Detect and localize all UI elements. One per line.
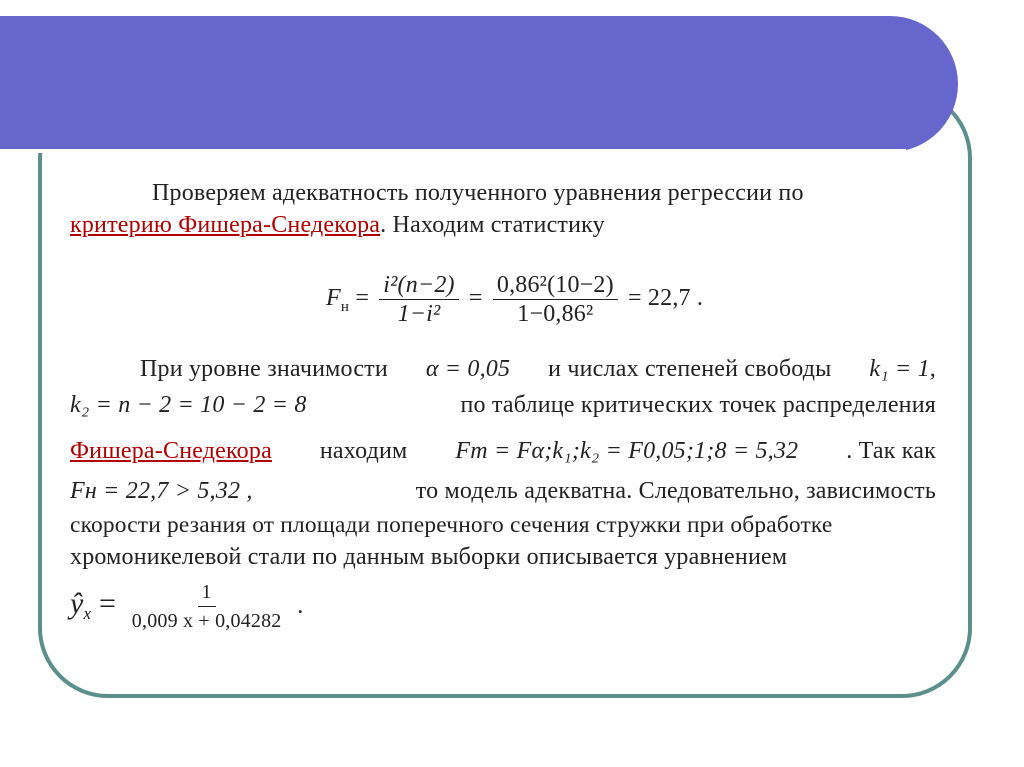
paragraph1-line2-text: . Находим статистику (380, 212, 605, 238)
fraction1-denominator: 1−i² (397, 300, 441, 327)
paragraph2-line2 (70, 388, 936, 422)
paragraph1-line1 (70, 176, 936, 210)
formula1-lhs: F (326, 285, 341, 311)
paragraph2-line6 (70, 540, 936, 574)
alpha-value: α = 0,05 (425, 356, 511, 382)
p2-l4-text: то модель адекватна. Следовательно, зависимость (415, 478, 936, 504)
fisher-distribution-link[interactable]: Фишера-Снедекора (70, 438, 272, 464)
p2-l1-text: При уровне значимости (140, 356, 388, 382)
formula2-denominator: 0,009 x + 0,04282 (131, 609, 282, 632)
p2-l5-text: скорости резания от площади поперечного сечения стружки при обработке (70, 512, 833, 538)
paragraph2-line1 (70, 352, 936, 386)
p2-l3-find: находим (319, 438, 408, 464)
regression-equation (70, 574, 303, 634)
paragraph1-line2 (70, 208, 605, 242)
formula1-lhs-sub: н (340, 299, 350, 315)
paragraph2-line3 (70, 434, 936, 468)
formula2-eq: = (98, 587, 117, 620)
formula1-fraction1 (379, 273, 458, 326)
formula2-lhs: ŷ (70, 587, 84, 620)
fraction2-numerator: 0,86²(10−2) (493, 273, 618, 300)
fisher-criterion-link[interactable]: критерию Фишера-Снедекора (70, 212, 381, 238)
formula2-numerator: 1 (198, 580, 216, 607)
formula2-fraction (128, 580, 286, 633)
comparison-formula: Fн = 22,7 > 5,32 , (70, 478, 253, 504)
paragraph1-text: Проверяем адекватность полученного уравнения регрессии по (152, 180, 804, 206)
k1-value: k₁ = 1, (869, 356, 936, 382)
title-banner (0, 16, 958, 152)
p2-l6-text: хромоникелевой стали по данным выборки описывается уравнением (70, 544, 788, 570)
formula1-fraction2 (493, 273, 618, 326)
p2-l3-end: . Так как (846, 438, 936, 464)
p2-l2-text: по таблице критических точек распределения (460, 392, 936, 418)
formula1-eq2: = (468, 285, 483, 311)
fraction2-denominator: 1−0,86² (517, 300, 594, 327)
formula2-end: . (297, 593, 304, 619)
k2-value: k₂ = n − 2 = 10 − 2 = 8 (70, 392, 307, 418)
paragraph2-line5 (70, 508, 833, 542)
formula1-result: = 22,7 . (628, 285, 704, 311)
formula2-lhs-sub: x (83, 604, 92, 623)
formula1-eq1: = (355, 285, 370, 311)
paragraph2-line4 (70, 474, 936, 508)
fisher-statistic-formula (326, 266, 703, 330)
p2-l1-text2: и числах степеней свободы (548, 356, 832, 382)
critical-value-formula: Fт = Fα;k₁;k₂ = F0,05;1;8 = 5,32 (455, 438, 799, 464)
banner-underline (0, 149, 906, 153)
fraction1-numerator: i²(n−2) (379, 273, 458, 300)
